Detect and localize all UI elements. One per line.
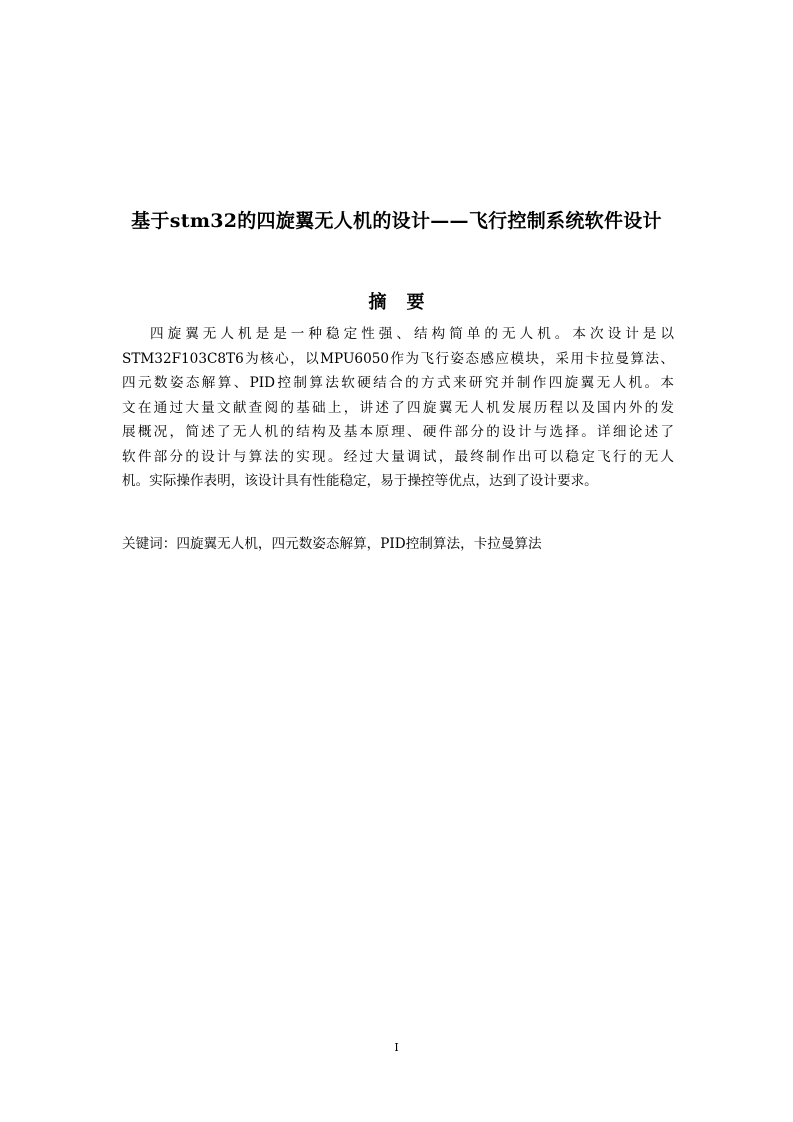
abstract-line-4: 文在通过大量文献查阅的基础上，讲述了四旋翼无人机发展历程以及国内外的发 — [122, 399, 674, 416]
abstract-heading-char-1: 摘 — [368, 292, 387, 313]
abstract-body — [122, 322, 674, 494]
abstract-heading — [0, 288, 793, 318]
paper-title: 基于stm32的四旋翼无人机的设计——飞行控制系统软件设计 — [131, 210, 662, 232]
abstract-line-3: 四元数姿态解算、PID控制算法软硬结合的方式来研究并制作四旋翼无人机。本 — [122, 375, 674, 391]
abstract-line-5: 展概况，简述了无人机的结构及基本原理、硬件部分的设计与选择。详细论述了 — [122, 424, 674, 440]
keywords-text: 四旋翼无人机，四元数姿态解算，PID控制算法，卡拉曼算法 — [176, 536, 542, 552]
abstract-line-7: 机。实际操作表明，该设计具有性能稳定，易于操控等优点，达到了设计要求。 — [122, 473, 598, 489]
abstract-line-1: 四旋翼无人机是是一种稳定性强、结构简单的无人机。本次设计是以 — [150, 326, 674, 342]
page-number: I — [394, 1041, 399, 1054]
keywords — [122, 532, 682, 556]
abstract-heading-char-2: 要 — [406, 292, 425, 313]
abstract-line-2: STM32F103C8T6为核心，以MPU6050作为飞行姿态感应模块，采用卡拉曼算法、 — [122, 350, 674, 367]
abstract-line-6: 软件部分的设计与算法的实现。经过大量调试，最终制作出可以稳定飞行的无人 — [122, 448, 674, 465]
keywords-label: 关键词： — [122, 536, 177, 552]
